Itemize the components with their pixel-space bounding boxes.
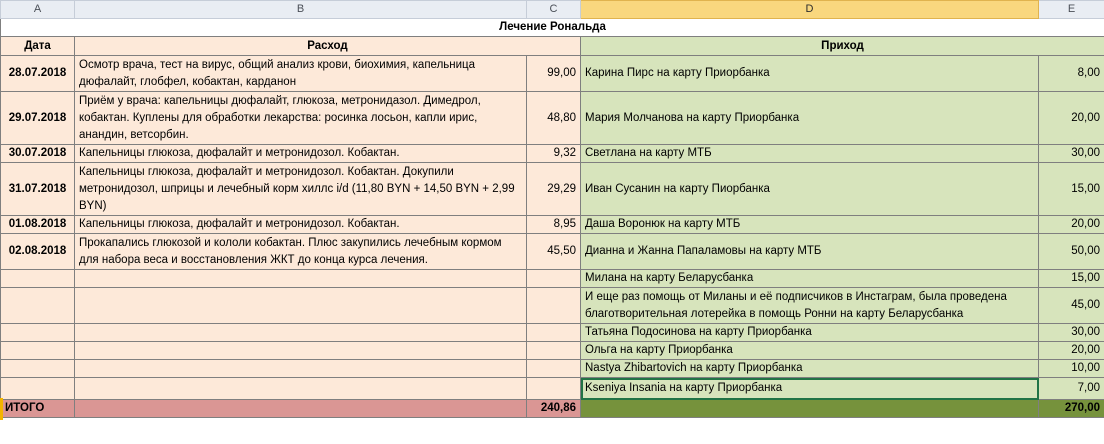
row-income-amount[interactable]: 30,00 xyxy=(1039,145,1104,163)
row-expense[interactable] xyxy=(75,342,527,360)
row-income-amount[interactable]: 20,00 xyxy=(1039,342,1104,360)
row-income-amount[interactable]: 10,00 xyxy=(1039,360,1104,378)
row-income-amount[interactable]: 15,00 xyxy=(1039,163,1104,216)
column-header-b[interactable]: B xyxy=(75,1,527,19)
column-header-e[interactable]: E xyxy=(1039,1,1104,19)
table-row xyxy=(1,145,1104,163)
header-date[interactable]: Дата xyxy=(1,37,75,56)
row-income-amount[interactable]: 15,00 xyxy=(1039,270,1104,288)
row-expense-amount[interactable] xyxy=(527,360,581,378)
row-date[interactable] xyxy=(1,342,75,360)
row-expense[interactable] xyxy=(75,324,527,342)
row-expense[interactable] xyxy=(75,378,527,400)
row-expense[interactable]: Осмотр врача, тест на вирус, общий анализ крови, биохимия, капельница дюфалайт, глобфел, кобактан, карданон xyxy=(75,56,527,92)
row-expense-amount[interactable]: 29,29 xyxy=(527,163,581,216)
table-row xyxy=(1,92,1104,145)
table-row xyxy=(1,234,1104,270)
row-expense-amount[interactable] xyxy=(527,288,581,324)
row-date[interactable] xyxy=(1,270,75,288)
table-row xyxy=(1,216,1104,234)
row-expense[interactable] xyxy=(75,360,527,378)
table-row xyxy=(1,342,1104,360)
table-row xyxy=(1,163,1104,216)
table-row xyxy=(1,270,1104,288)
row-income[interactable]: Ольга на карту Приорбанка xyxy=(581,342,1039,360)
row-expense-amount[interactable]: 99,00 xyxy=(527,56,581,92)
row-income[interactable]: Татьяна Подосинова на карту Приорбанка xyxy=(581,324,1039,342)
row-income[interactable]: Иван Сусанин на карту Пиорбанка xyxy=(581,163,1039,216)
row-income-amount[interactable]: 30,00 xyxy=(1039,324,1104,342)
totals-row xyxy=(1,400,1104,418)
column-header-a[interactable]: A xyxy=(1,1,75,19)
row-expense[interactable] xyxy=(75,288,527,324)
row-date[interactable]: 02.08.2018 xyxy=(1,234,75,270)
row-expense-amount[interactable]: 9,32 xyxy=(527,145,581,163)
row-expense-amount[interactable] xyxy=(527,378,581,400)
title-row xyxy=(1,19,1104,37)
table-row xyxy=(1,378,1104,400)
row-income[interactable]: Kseniya Insania на карту Приорбанка xyxy=(581,378,1039,400)
row-date[interactable]: 28.07.2018 xyxy=(1,56,75,92)
row-expense-amount[interactable]: 48,80 xyxy=(527,92,581,145)
income-total-blank[interactable] xyxy=(581,400,1039,418)
row-expense-amount[interactable] xyxy=(527,342,581,360)
row-income-amount[interactable]: 8,00 xyxy=(1039,56,1104,92)
row-date[interactable] xyxy=(1,324,75,342)
header-row xyxy=(1,37,1104,56)
row-expense[interactable]: Капельницы глюкоза, дюфалайт и метронидозол. Кобактан. xyxy=(75,145,527,163)
row-expense-amount[interactable] xyxy=(527,270,581,288)
row-income-amount[interactable]: 20,00 xyxy=(1039,92,1104,145)
totals-label[interactable]: ИТОГО xyxy=(1,400,75,418)
active-row-marker xyxy=(0,398,3,420)
row-income-amount[interactable]: 7,00 xyxy=(1039,378,1104,400)
row-expense-amount[interactable] xyxy=(527,324,581,342)
row-expense[interactable]: Капельницы глюкоза, дюфалайт и метронидозол. Кобактан. xyxy=(75,216,527,234)
row-expense[interactable]: Приём у врача: капельницы дюфалайт, глюкоза, метронидазол. Димедрол, кобактан. Куплены для обработки лекарства: росинка лосьон, капли ирис, анандин, ветсорбин. xyxy=(75,92,527,145)
table-row xyxy=(1,288,1104,324)
header-expense[interactable]: Расход xyxy=(75,37,581,56)
row-income[interactable]: Милана на карту Беларусбанка xyxy=(581,270,1039,288)
row-income[interactable]: Карина Пирс на карту Приорбанка xyxy=(581,56,1039,92)
row-date[interactable] xyxy=(1,360,75,378)
row-expense[interactable]: Капельницы глюкоза, дюфалайт и метронидозол. Кобактан. Докупили метронидозол, шприцы и лечебный корм хиллс i/d (11,80 BYN + 14,50 BYN + 2,99 BYN) xyxy=(75,163,527,216)
totals-blank[interactable] xyxy=(75,400,527,418)
income-total[interactable]: 270,00 xyxy=(1039,400,1104,418)
row-income[interactable]: Светлана на карту МТБ xyxy=(581,145,1039,163)
header-income[interactable]: Приход xyxy=(581,37,1104,56)
row-income[interactable]: Дианна и Жанна Папаламовы на карту МТБ xyxy=(581,234,1039,270)
row-income-amount[interactable]: 20,00 xyxy=(1039,216,1104,234)
expense-total[interactable]: 240,86 xyxy=(527,400,581,418)
column-header-c[interactable]: C xyxy=(527,1,581,19)
row-date[interactable]: 29.07.2018 xyxy=(1,92,75,145)
row-income[interactable]: Мария Молчанова на карту Приорбанка xyxy=(581,92,1039,145)
row-date[interactable] xyxy=(1,288,75,324)
row-income-amount[interactable]: 45,00 xyxy=(1039,288,1104,324)
row-date[interactable] xyxy=(1,378,75,400)
table-row xyxy=(1,324,1104,342)
column-header-row xyxy=(1,1,1104,19)
row-income-amount[interactable]: 50,00 xyxy=(1039,234,1104,270)
row-expense-amount[interactable]: 45,50 xyxy=(527,234,581,270)
row-date[interactable]: 30.07.2018 xyxy=(1,145,75,163)
table-row xyxy=(1,360,1104,378)
sheet-title[interactable]: Лечение Рональда xyxy=(1,19,1104,37)
row-expense-amount[interactable]: 8,95 xyxy=(527,216,581,234)
row-income[interactable]: Nastya Zhibartovich на карту Приорбанка xyxy=(581,360,1039,378)
row-expense[interactable]: Прокапались глюкозой и кололи кобактан. Плюс закупились лечебным кормом для набора веса и восстановления ЖКТ до конца курса лечения. xyxy=(75,234,527,270)
row-date[interactable]: 31.07.2018 xyxy=(1,163,75,216)
column-header-d[interactable]: D xyxy=(581,1,1039,19)
row-income[interactable]: И еще раз помощь от Миланы и её подписчиков в Инстаграм, была проведена благотворительная лотерейка в помощь Ронни на карту Беларусбанка xyxy=(581,288,1039,324)
table-row xyxy=(1,56,1104,92)
row-date[interactable]: 01.08.2018 xyxy=(1,216,75,234)
row-income[interactable]: Даша Воронюк на карту МТБ xyxy=(581,216,1039,234)
row-expense[interactable] xyxy=(75,270,527,288)
